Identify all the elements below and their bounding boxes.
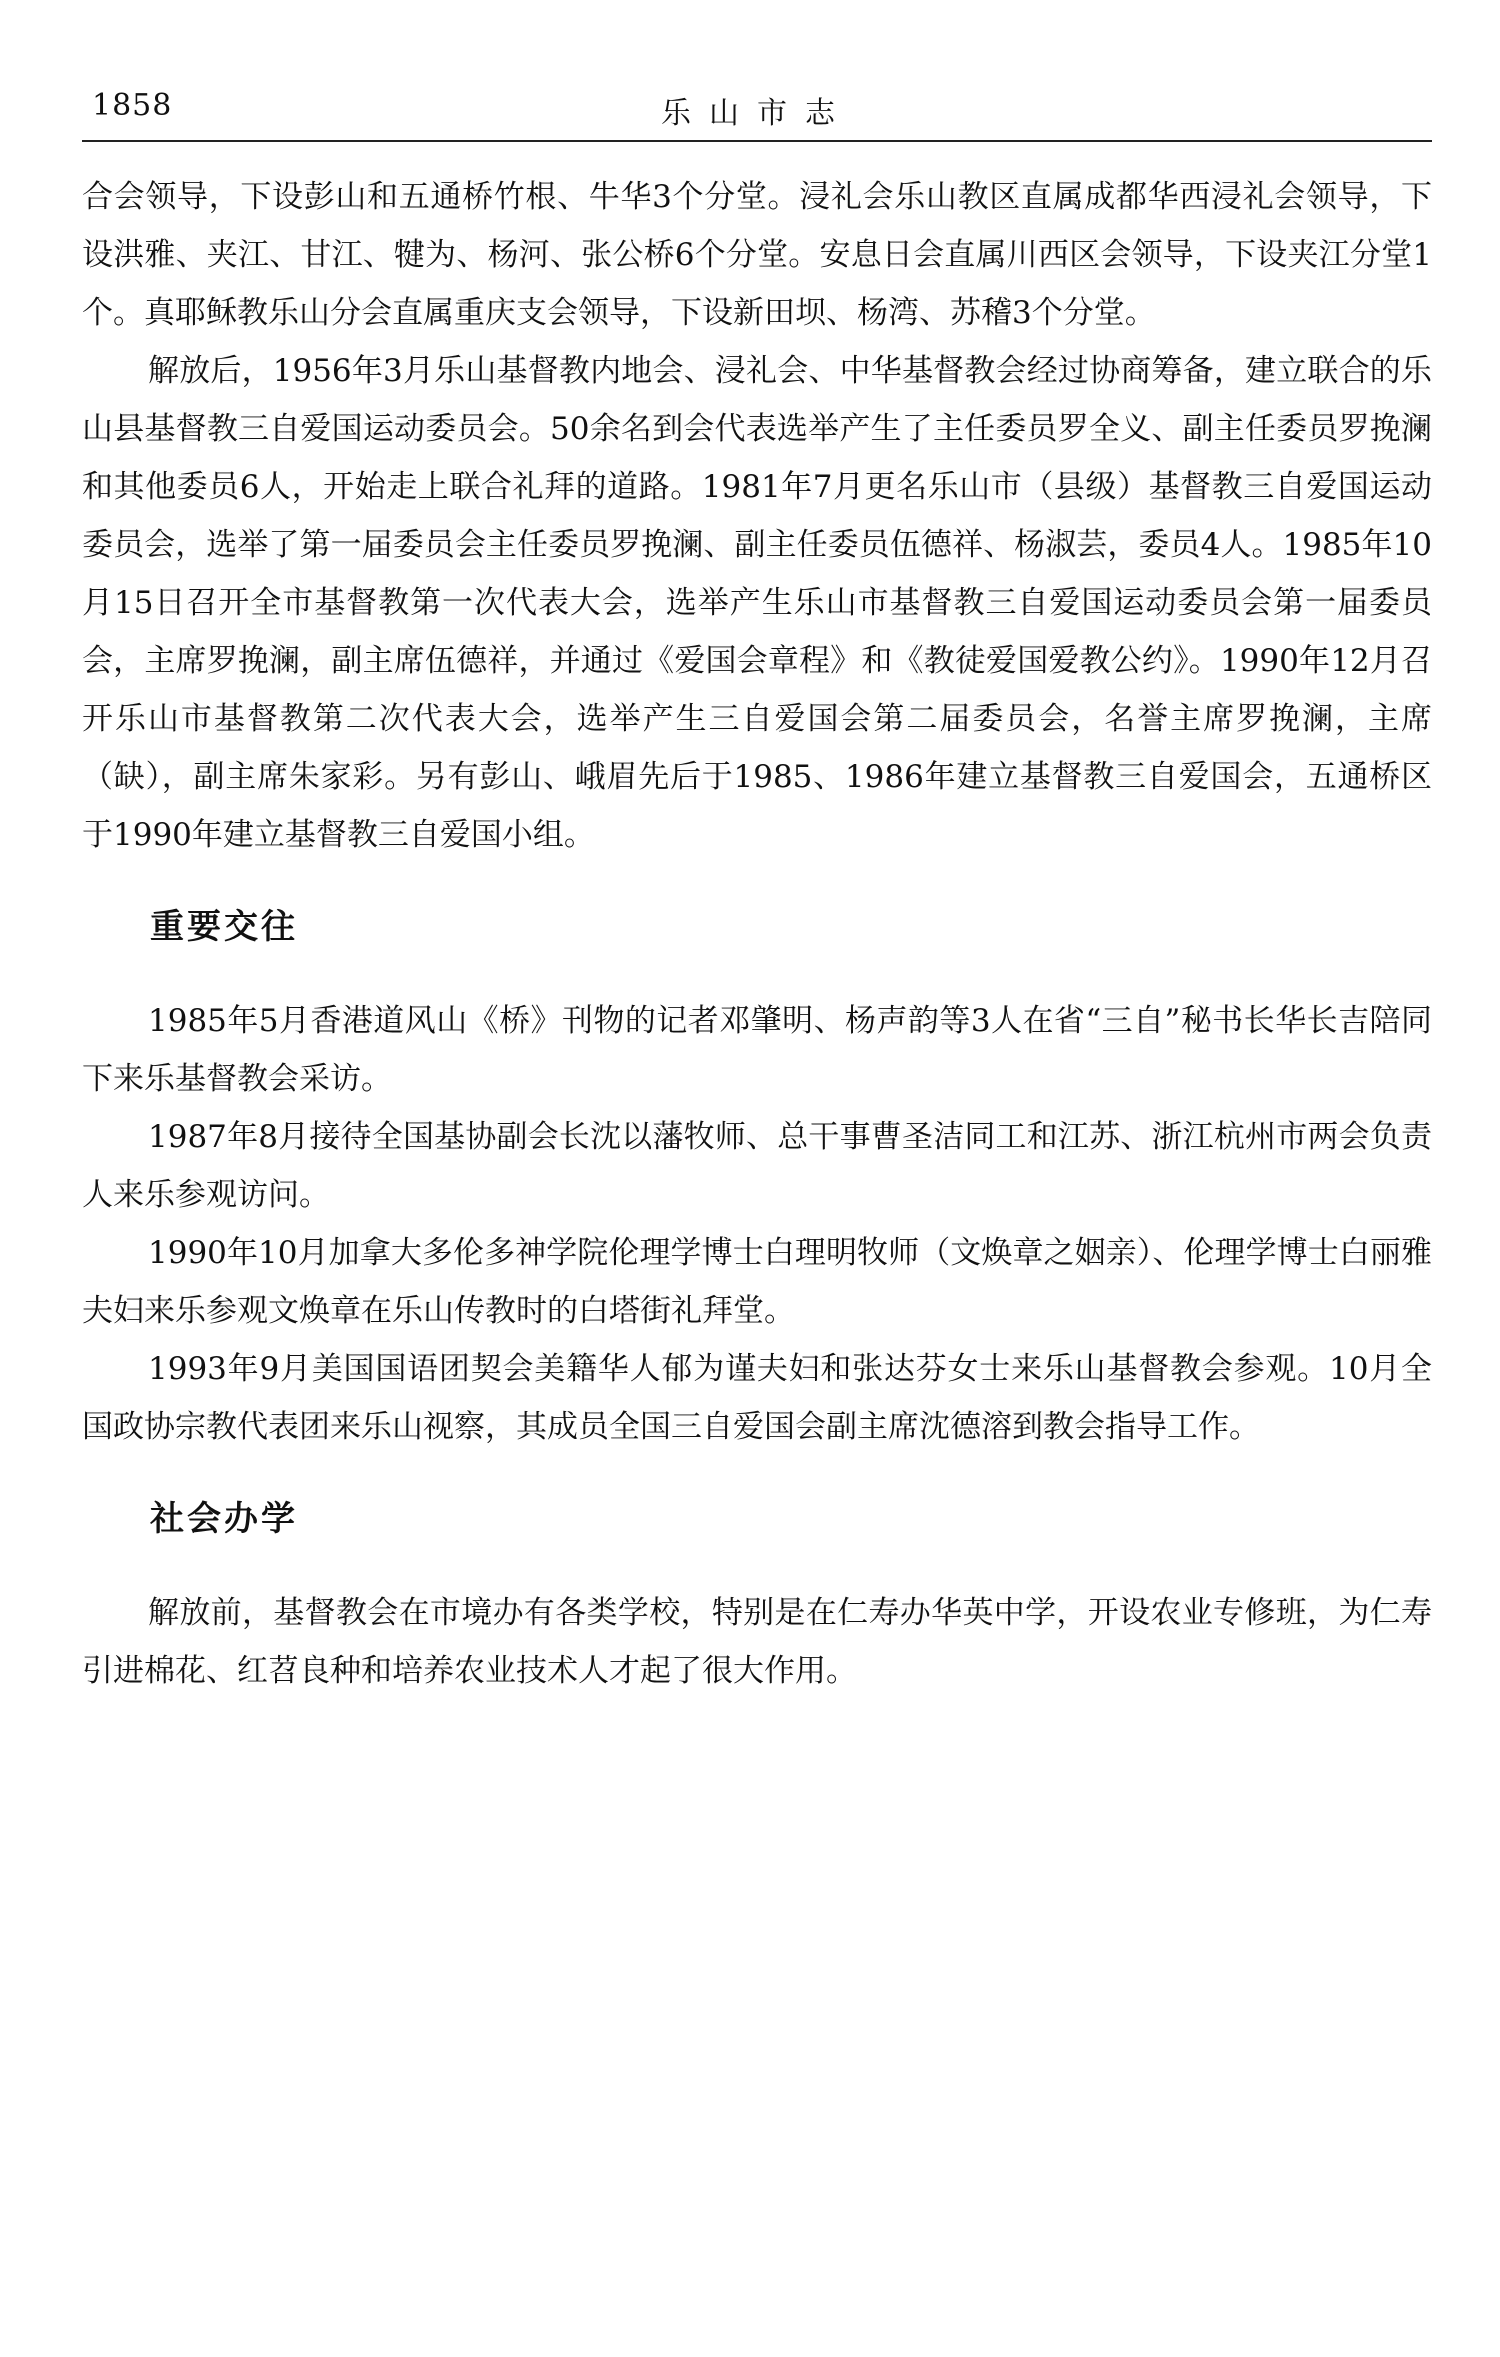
book-title: 乐山市志 xyxy=(661,96,853,131)
paragraph: 1993年9月美国国语团契会美籍华人郁为谨夫妇和张达芬女士来乐山基督教会参观。10月全国政协宗教代表团来乐山视察，其成员全国三自爱国会副主席沈德溶到教会指导工作。 xyxy=(82,1351,1432,1445)
section-heading-exchanges: 重要交往 xyxy=(150,907,298,947)
section-heading-schools: 社会办学 xyxy=(150,1499,298,1539)
page-content xyxy=(82,168,1432,1700)
paragraph: 解放后，1956年3月乐山基督教内地会、浸礼会、中华基督教会经过协商筹备，建立联合的乐山县基督教三自爱国运动委员会。50余名到会代表选举产生了主任委员罗全义、副主任委员罗挽澜和其他委员6人，开始走上联合礼拜的道路。1981年7月更名乐山市（县级）基督教三自爱国运动委员会，选举了第一届委员会主任委员罗挽澜、副主任委员伍德祥、杨淑芸，委员4人。1985年10月15日召开全市基督教第一次代表大会，选举产生乐山市基督教三自爱国运动委员会第一届委员会，主席罗挽澜，副主席伍德祥，并通过《爱国会章程》和《教徒爱国爱教公约》。1990年12月召开乐山市基督教第二次代表大会，选举产生三自爱国会第二届委员会，名誉主席罗挽澜，主席（缺），副主席朱家彩。另有彭山、峨眉先后于1985、1986年建立基督教三自爱国会，五通桥区于1990年建立基督教三自爱国小组。 xyxy=(82,353,1432,853)
paragraph: 1990年10月加拿大多伦多神学院伦理学博士白理明牧师（文焕章之姻亲）、伦理学博士白丽雅夫妇来乐参观文焕章在乐山传教时的白塔街礼拜堂。 xyxy=(82,1235,1432,1329)
paragraph: 解放前，基督教会在市境办有各类学校，特别是在仁寿办华英中学，开设农业专修班，为仁寿引进棉花、红苕良种和培养农业技术人才起了很大作用。 xyxy=(82,1595,1432,1689)
document-page xyxy=(82,86,1432,1700)
paragraph-continued: 合会领导，下设彭山和五通桥竹根、牛华3个分堂。浸礼会乐山教区直属成都华西浸礼会领导，下设洪雅、夹江、甘江、犍为、杨河、张公桥6个分堂。安息日会直属川西区会领导，下设夹江分堂1个。真耶稣教乐山分会直属重庆支会领导，下设新田坝、杨湾、苏稽3个分堂。 xyxy=(82,179,1432,331)
paragraph: 1987年8月接待全国基协副会长沈以藩牧师、总干事曹圣洁同工和江苏、浙江杭州市两会负责人来乐参观访问。 xyxy=(82,1119,1432,1213)
running-header xyxy=(82,86,1432,142)
page-number: 1858 xyxy=(92,88,173,123)
paragraph: 1985年5月香港道风山《桥》刊物的记者邓肇明、杨声韵等3人在省“三自”秘书长华长吉陪同下来乐基督教会采访。 xyxy=(82,1003,1432,1097)
